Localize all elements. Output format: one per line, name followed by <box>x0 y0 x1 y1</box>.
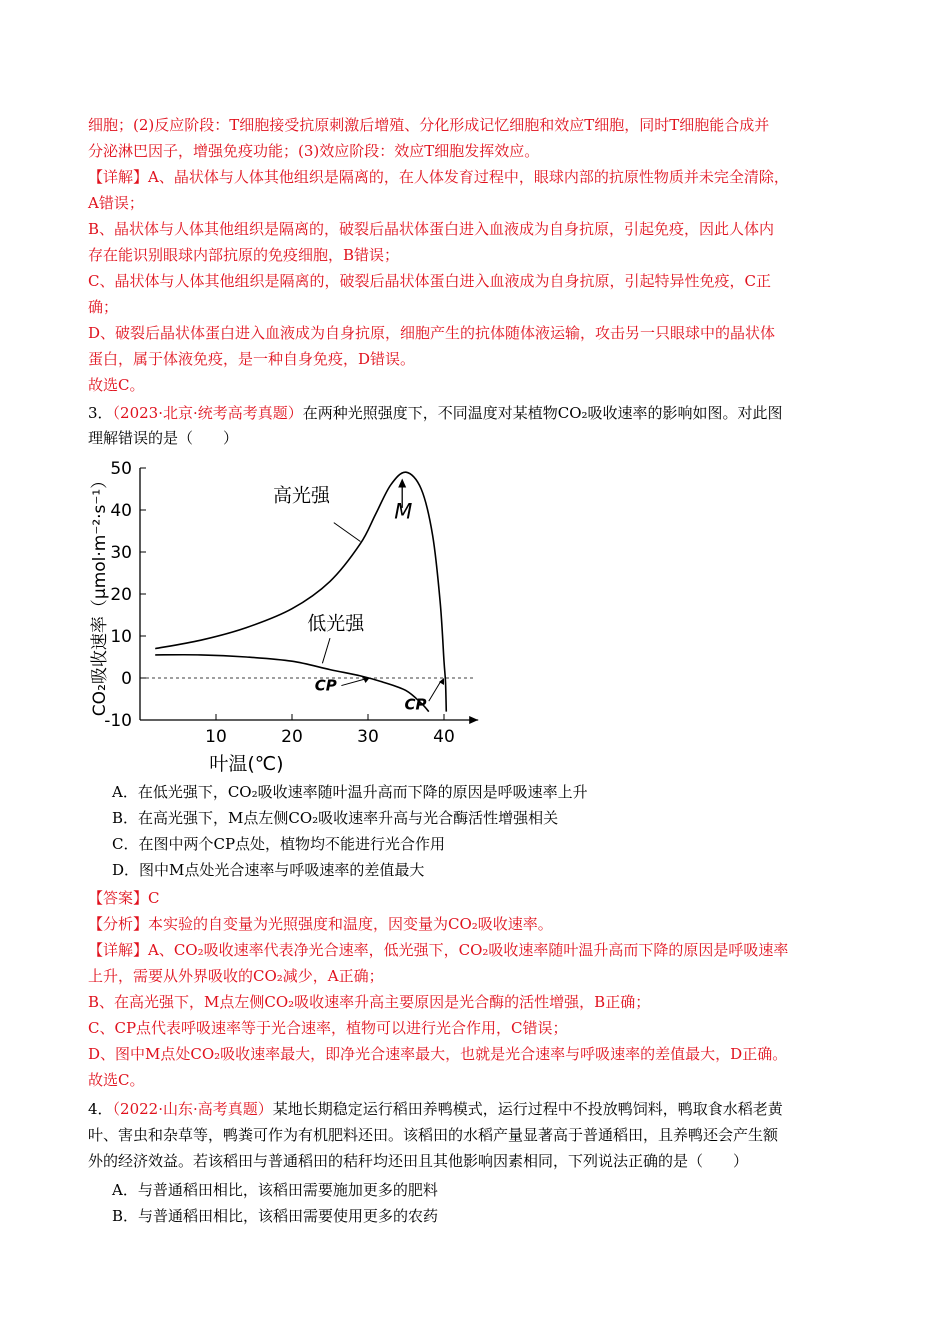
x-axis-arrow <box>469 716 478 724</box>
x-axis-label: 叶温(℃) <box>209 753 284 775</box>
question-source: （2023·北京·统考高考真题） <box>112 404 303 422</box>
question-text: 某地长期稳定运行稻田养鸭模式，运行过程中不投放鸭饲料，鸭取食水稻老黄 <box>272 1100 783 1118</box>
cp-arrow-head <box>363 677 370 683</box>
detail-line: 上升，需要从外界吸收的CO₂减少，A正确； <box>88 967 384 985</box>
y-tick-label: 0 <box>121 669 132 689</box>
cp-arrow-head <box>439 678 444 685</box>
analysis: 【分析】本实验的自变量为光照强度和温度，因变量为CO₂吸收速率。 <box>88 915 553 933</box>
text-line: 存在能识别眼球内部抗原的免疫细胞，B错误； <box>88 246 400 264</box>
cp-arrow <box>429 682 440 701</box>
option-b: B．与普通稻田相比，该稻田需要使用更多的农药 <box>112 1207 439 1225</box>
co2-absorption-chart <box>85 448 495 778</box>
question-number: 4． <box>88 1100 113 1118</box>
y-tick-label: 30 <box>110 543 132 563</box>
option-c: C．在图中两个CP点处，植物均不能进行光合作用 <box>112 835 446 853</box>
chart-labels <box>90 472 444 775</box>
y-tick-label: -10 <box>104 711 132 731</box>
question-text: 叶、害虫和杂草等，鸭粪可作为有机肥料还田。该稻田的水稻产量显著高于普通稻田，且养鸭还会产生额 <box>88 1126 779 1144</box>
option-b: B．在高光强下，M点左侧CO₂吸收速率升高与光合酶活性增强相关 <box>112 809 559 827</box>
option-a: A．在低光强下，CO₂吸收速率随叶温升高而下降的原因是呼吸速率上升 <box>112 783 588 801</box>
question-3-stem <box>88 403 783 423</box>
m-arrow-head <box>398 479 406 488</box>
y-tick-label: 40 <box>110 501 132 521</box>
text-line: C、晶状体与人体其他组织是隔离的，破裂后晶状体蛋白进入血液成为自身抗原，引起特异性免疫，C正 <box>88 272 771 290</box>
x-tick-label: 30 <box>357 727 379 747</box>
x-tick-label: 20 <box>281 727 303 747</box>
cp-arrow <box>341 679 364 685</box>
text-line: A错误； <box>88 194 144 212</box>
detail-line: D、图中M点处CO₂吸收速率最大，即净光合速率最大，也就是光合速率与呼吸速率的差值最大，D正确。 <box>88 1045 788 1063</box>
leader-line <box>322 638 330 663</box>
low-light-curve <box>155 655 429 712</box>
text-line: 【详解】A、晶状体与人体其他组织是隔离的，在人体发育过程中，眼球内部的抗原性物质并未完全清除， <box>88 168 789 186</box>
question-source: （2022·山东·高考真题） <box>112 1100 273 1118</box>
cp-point-label: CP <box>404 695 427 714</box>
question-text: 理解错误的是（ ） <box>88 429 239 447</box>
question-number: 3． <box>88 404 113 422</box>
detail-line: C、CP点代表呼吸速率等于光合速率，植物可以进行光合作用，C错误； <box>88 1019 568 1037</box>
leader-line <box>334 523 361 542</box>
x-tick-label: 10 <box>205 727 227 747</box>
text-line: 确； <box>88 298 119 316</box>
series-label: 低光强 <box>307 612 365 635</box>
cp-point-label: CP <box>314 676 337 695</box>
y-tick-label: 20 <box>110 585 132 605</box>
option-d: D．图中M点处光合速率与呼吸速率的差值最大 <box>112 861 425 879</box>
series-label: 高光强 <box>273 484 331 507</box>
text-line: 细胞；(2)反应阶段：T细胞接受抗原刺激后增殖、分化形成记忆细胞和效应T细胞，同时T细胞能合成并 <box>88 116 770 134</box>
text-line: 蛋白，属于体液免疫，是一种自身免疫，D错误。 <box>88 350 416 368</box>
detail-line: 故选C。 <box>88 1071 145 1089</box>
x-tick-label: 40 <box>433 727 455 747</box>
y-tick-label: 10 <box>110 627 132 647</box>
question-text: 外的经济效益。若该稻田与普通稻田的秸秆均还田且其他影响因素相同，下列说法正确的是（ ） <box>88 1152 749 1170</box>
answer: 【答案】C <box>88 889 160 907</box>
question-text: 在两种光照强度下，不同温度对某植物CO₂吸收速率的影响如图。对此图 <box>302 404 783 422</box>
option-a: A．与普通稻田相比，该稻田需要施加更多的肥料 <box>112 1181 438 1199</box>
text-line: 分泌淋巴因子，增强免疫功能；(3)效应阶段：效应T细胞发挥效应。 <box>88 142 540 160</box>
y-axis-label: CO₂吸收速率（μmol·m⁻²·s⁻¹） <box>90 471 110 717</box>
y-tick-label: 50 <box>110 459 132 479</box>
text-line: 故选C。 <box>88 376 145 394</box>
detail-line: 【详解】A、CO₂吸收速率代表净光合速率，低光强下，CO₂吸收速率随叶温升高而下降的原因是呼吸速率 <box>88 941 789 959</box>
m-point-label: M <box>394 499 413 524</box>
text-line: D、破裂后晶状体蛋白进入血液成为自身抗原，细胞产生的抗体随体液运输，攻击另一只眼球中的晶状体 <box>88 324 776 342</box>
text-line: B、晶状体与人体其他组织是隔离的，破裂后晶状体蛋白进入血液成为自身抗原，引起免疫，因此人体内 <box>88 220 775 238</box>
detail-line: B、在高光强下，M点左侧CO₂吸收速率升高主要原因是光合酶的活性增强，B正确； <box>88 993 651 1011</box>
question-4-stem <box>88 1099 783 1119</box>
